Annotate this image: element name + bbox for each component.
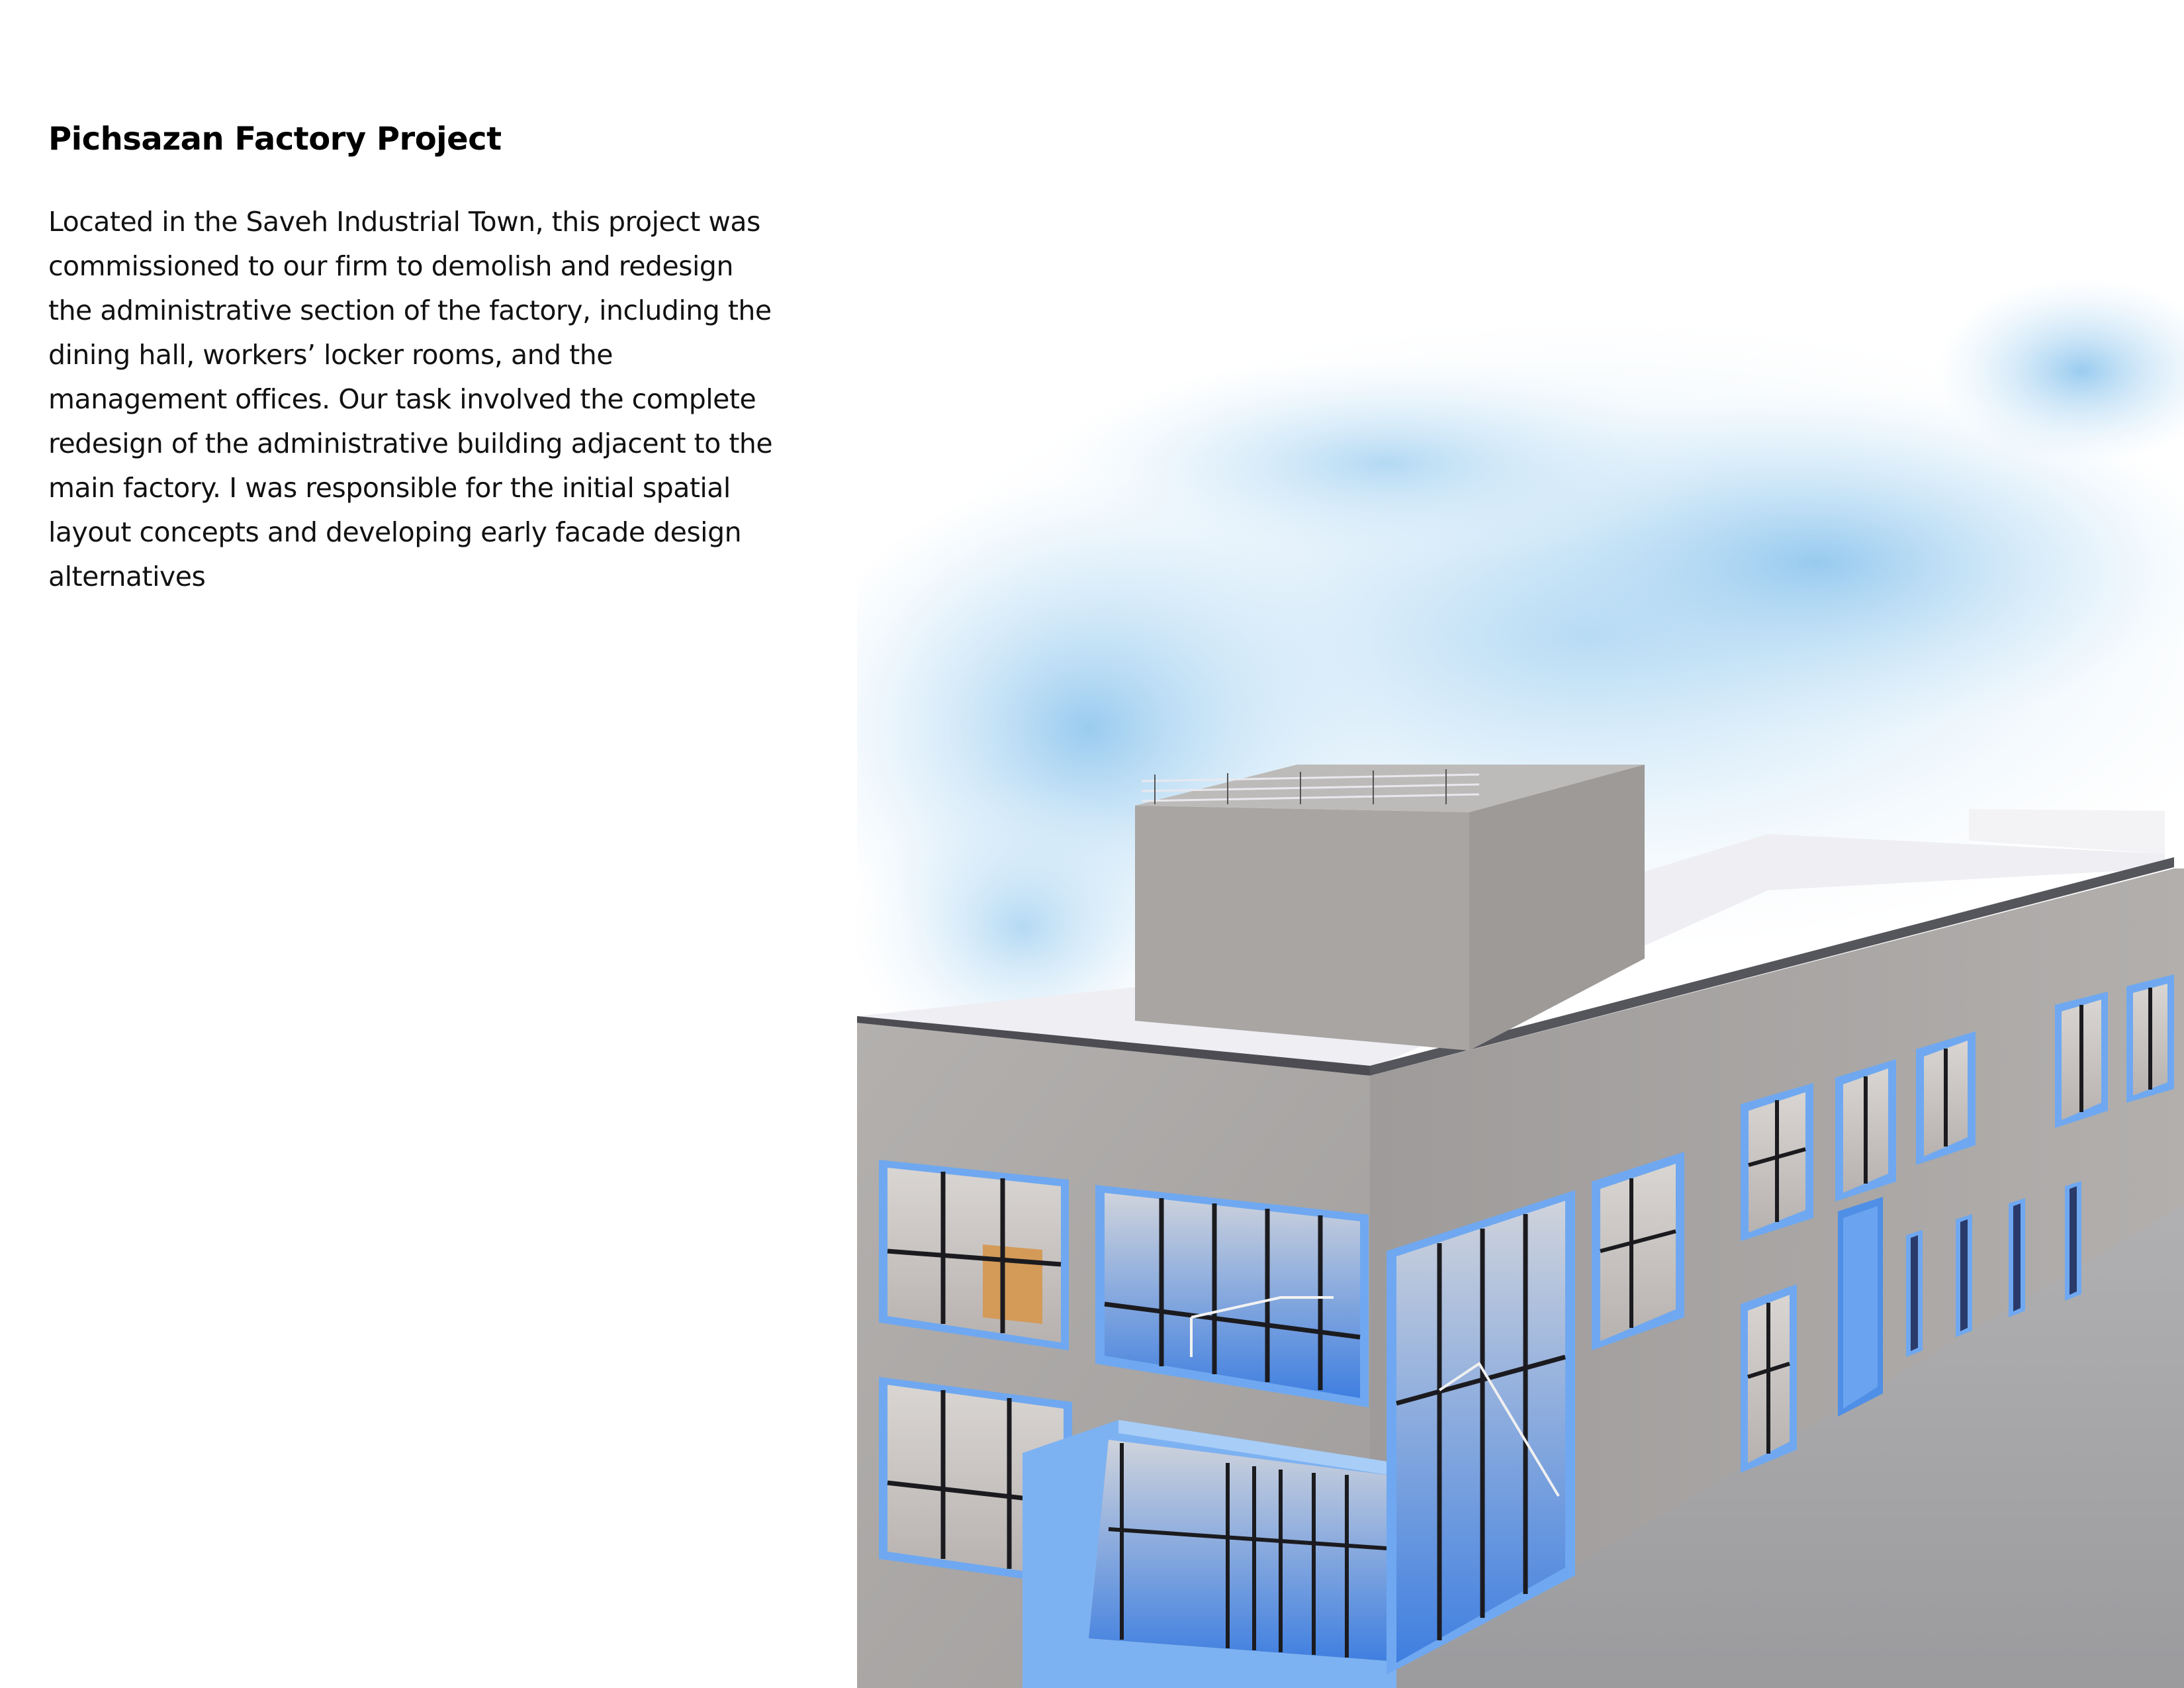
project-title: Pichsazan Factory Project — [48, 120, 502, 158]
project-description-column — [48, 119, 783, 599]
building-render-image — [857, 265, 2184, 1688]
building-render-illustration — [857, 265, 2184, 1688]
project-description: Located in the Saveh Industrial Town, this project was commissioned to our firm to demolish and redesign the administrative section of the factory, including the dining hall, workers’ locker rooms, and the management offices. Our task involved the complete redesign of the administrative building adjacent to the main factory. I was responsible for the initial spatial layout concepts and developing early facade design alternatives — [48, 206, 773, 592]
